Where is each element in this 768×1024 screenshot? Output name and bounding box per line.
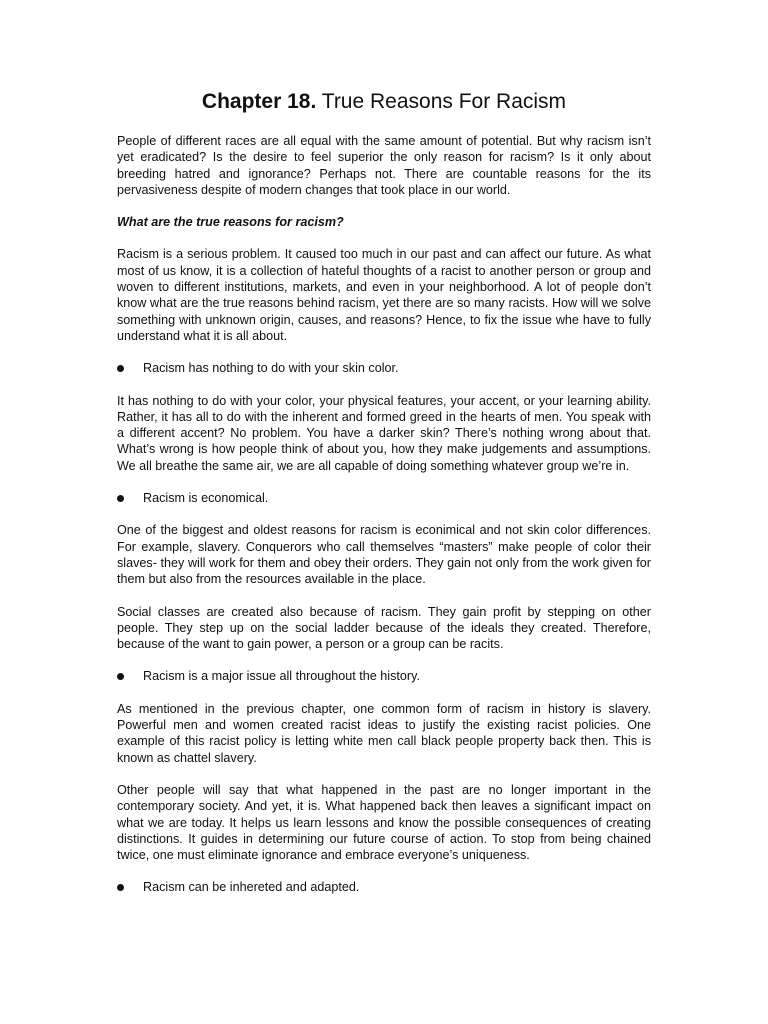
bullet-icon: [117, 884, 124, 891]
paragraph: As mentioned in the previous chapter, one common form of racism in history is slavery. Powerful men and women created racist ideas to justify the existing racist policies. One example of this racist policy is letting white men call black people property back then. This is known as chattel slavery.: [117, 701, 651, 765]
paragraph: Social classes are created also because of racism. They gain profit by stepping on other people. They step up on the social ladder because of the ideals they created. Therefore, because of the want to gain power, a person or a group can be racits.: [117, 604, 651, 652]
bullet-icon: [117, 495, 124, 502]
document-body: [117, 133, 651, 896]
chapter-title: True Reasons For Racism: [321, 90, 567, 113]
paragraph: One of the biggest and oldest reasons for racism is econimical and not skin color differences. For example, slavery. Conquerors who call themselves “masters” make people of color their slaves- they will work for them and obey their orders. They gain not only from the work given for them but also from the resources available in the place.: [117, 523, 651, 587]
bullet-text: Racism can be inhereted and adapted.: [143, 880, 360, 895]
paragraph: It has nothing to do with your color, your physical features, your accent, or your learning ability. Rather, it has all to do with the inherent and formed greed in the hearts of men. You speak with a different accent? No problem. You have a darker skin? There’s nothing wrong about that. What’s wrong is how people think of about you, how they make judgements and assumptions. We all breathe the same air, we are all capable of doing something whatever group we’re in.: [117, 393, 651, 473]
bullet-text: Racism is economical.: [143, 491, 269, 506]
bullet-text: Racism is a major issue all throughout the history.: [143, 669, 420, 684]
bullet-item: [117, 668, 651, 684]
bullet-item: [117, 879, 651, 895]
bullet-item: [117, 490, 651, 506]
bullet-icon: [117, 673, 124, 680]
paragraph: Racism is a serious problem. It caused too much in our past and can affect our future. As what most of us know, it is a collection of hateful thoughts of a racist to another person or group and woven to different institutions, markets, and even in your neighborhood. A lot of people don’t know what are the true reasons behind racism, yet there are so many racists. How will we solve something with unknown origin, causes, and reasons? Hence, to fix the issue whe have to fully understand what it is all about.: [117, 247, 651, 343]
section-question: What are the true reasons for racism?: [117, 215, 344, 230]
paragraph: Other people will say that what happened in the past are no longer important in the contemporary society. And yet, it is. What happened back then leaves a significant impact on what we are today. It helps us learn lessons and know the possible consequences of creating distinctions. It guides in determining our future course of action. To stop from being chained twice, one must eliminate ignorance and embrace everyone’s uniqueness.: [117, 782, 651, 863]
intro-paragraph: People of different races are all equal with the same amount of potential. But why racism isn’t yet eradicated? Is the desire to feel superior the only reason for racism? Is it only about breeding hatred and ignorance? Perhaps not. There are countable reasons for the its pervasiveness despite of modern changes that took place in our world.: [117, 134, 651, 197]
bullet-item: [117, 360, 651, 376]
bullet-text: Racism has nothing to do with your skin color.: [143, 361, 399, 376]
page-title: [0, 88, 768, 116]
bullet-icon: [117, 365, 124, 372]
chapter-number: Chapter 18.: [201, 90, 317, 113]
